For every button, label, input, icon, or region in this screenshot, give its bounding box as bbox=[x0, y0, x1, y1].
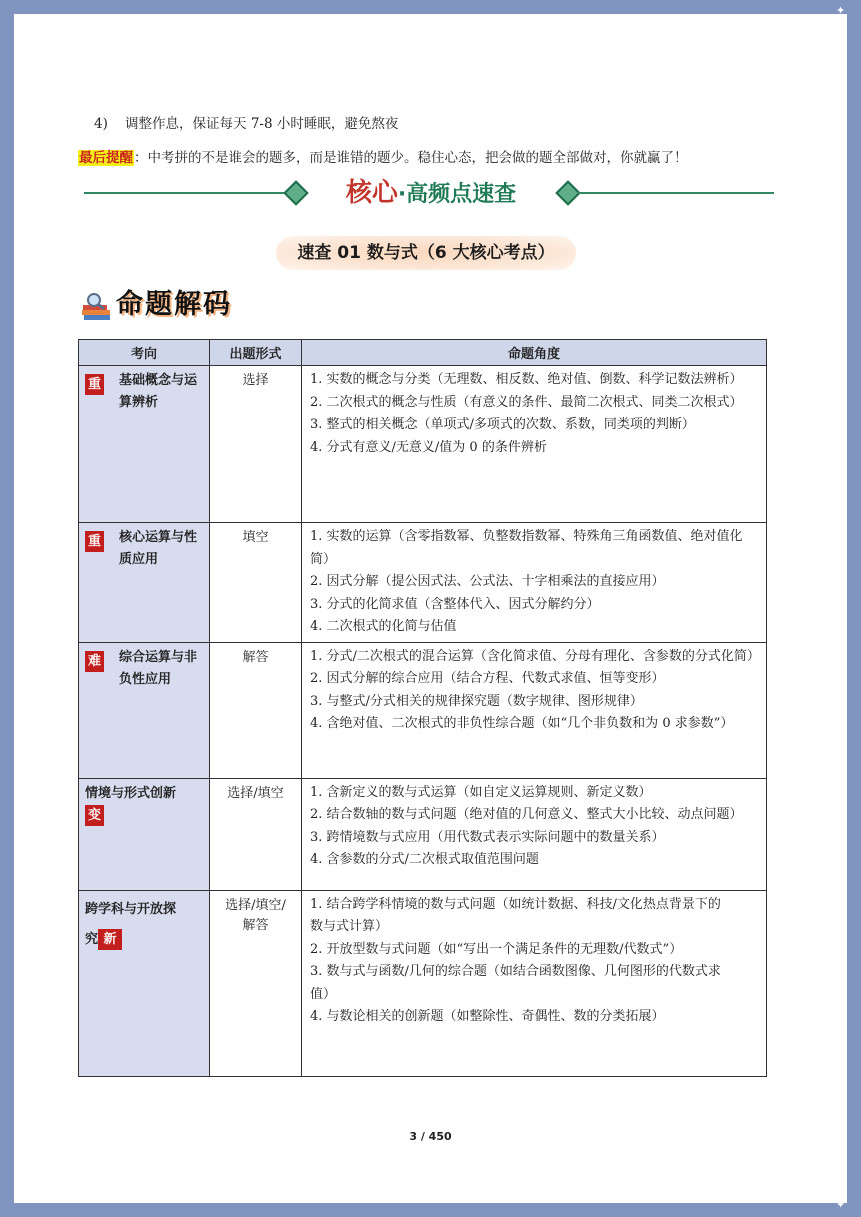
header-format: 出题形式 bbox=[210, 340, 302, 366]
corner-star-icon: ✦ bbox=[836, 4, 846, 17]
table-row bbox=[79, 523, 767, 643]
category-cell bbox=[79, 366, 210, 523]
reminder-label: 最后提醒 bbox=[79, 150, 133, 166]
topic-title: 速查 01 数与式（6 大核心考点） bbox=[276, 236, 576, 270]
table-header-row bbox=[79, 340, 767, 366]
tip-text: 调整作息，保证每天 7-8 小时睡眠，避免熬夜 bbox=[125, 116, 399, 132]
banner-title: 核心·高频点速查 bbox=[345, 178, 517, 208]
table-row bbox=[79, 366, 767, 523]
books-magnifier-icon bbox=[80, 292, 114, 322]
angle-item: 4. 含绝对值、二次根式的非负性综合题（如“几个非负数和为 0 求参数”） bbox=[310, 716, 734, 731]
angle-cell bbox=[302, 890, 767, 1076]
angle-item: 2. 因式分解的综合应用（结合方程、代数式求值、恒等变形） bbox=[310, 671, 665, 686]
angle-item: 2. 二次根式的概念与性质（有意义的条件、最简二次根式、同类二次根式） bbox=[310, 394, 743, 410]
format-cell: 选择/填空 bbox=[210, 778, 302, 890]
category-text: 情境与形式创新 bbox=[85, 785, 177, 801]
reminder-text: ：中考拼的不是谁会的题多，而是谁错的题少。稳住心态，把会做的题全部做对，你就赢了！ bbox=[134, 150, 688, 166]
category-cell bbox=[79, 523, 210, 643]
angle-item: 2. 因式分解（提公因式法、公式法、十字相乘法的直接应用） bbox=[310, 574, 665, 589]
badge-difficult: 难 bbox=[85, 651, 104, 672]
format-cell: 填空 bbox=[210, 523, 302, 643]
angle-cell bbox=[302, 778, 767, 890]
banner-rule-left bbox=[84, 192, 290, 194]
heading-text: 命题解码 bbox=[116, 289, 232, 320]
banner-rule-right bbox=[578, 192, 774, 194]
format-cell: 选择 bbox=[210, 366, 302, 523]
angle-item: 3. 整式的相关概念（单项式/多项式的次数、系数，同类项的判断） bbox=[310, 417, 695, 432]
tip-number: 4) bbox=[94, 116, 108, 132]
header-angle: 命题角度 bbox=[302, 340, 767, 366]
badge-important: 重 bbox=[85, 374, 104, 395]
corner-star-icon: ✦ bbox=[836, 1198, 846, 1211]
category-cell bbox=[79, 778, 210, 890]
angle-item: 1. 实数的运算（含零指数幂、负整数指数幂、特殊角三角函数值、绝对值化简） bbox=[310, 529, 743, 567]
angle-item: 4. 分式有意义/无意义/值为 0 的条件辨析 bbox=[310, 439, 547, 455]
table-row bbox=[79, 642, 767, 778]
header-direction: 考向 bbox=[79, 340, 210, 366]
angle-cell bbox=[302, 366, 767, 523]
format-cell: 解答 bbox=[210, 642, 302, 778]
angle-cell bbox=[302, 523, 767, 643]
diamond-icon bbox=[555, 180, 580, 205]
angle-item: 1. 含新定义的数与式运算（如自定义运算规则、新定义数） bbox=[310, 784, 652, 800]
angle-item: 4. 含参数的分式/二次根式取值范围问题 bbox=[310, 852, 539, 867]
category-text: 综合运算与非负性应用 bbox=[119, 649, 198, 687]
section-banner bbox=[84, 170, 774, 216]
angle-item: 1. 结合跨学科情境的数与式问题（如统计数据、科技/文化热点背景下的数与式计算） bbox=[310, 896, 721, 934]
exam-topic-table bbox=[78, 339, 767, 1077]
angle-item: 4. 二次根式的化简与估值 bbox=[310, 619, 457, 634]
category-text: 跨学科与开放探 究 新 bbox=[85, 895, 205, 955]
final-reminder bbox=[78, 146, 688, 166]
badge-new: 新 bbox=[98, 929, 122, 950]
angle-item: 1. 分式/二次根式的混合运算（含化简求值、分母有理化、含参数的分式化简） bbox=[310, 648, 760, 664]
angle-item: 2. 开放型数与式问题（如“写出一个满足条件的无理数/代数式”） bbox=[310, 941, 683, 957]
angle-item: 3. 分式的化简求值（含整体代入、因式分解约分） bbox=[310, 596, 600, 612]
table-row bbox=[79, 778, 767, 890]
study-tip bbox=[94, 112, 398, 132]
angle-item: 3. 与整式/分式相关的规律探究题（数字规律、图形规律） bbox=[310, 693, 643, 709]
angle-item: 2. 结合数轴的数与式问题（绝对值的几何意义、整式大小比较、动点问题） bbox=[310, 807, 743, 822]
diamond-icon bbox=[283, 180, 308, 205]
angle-item: 3. 跨情境数与式应用（用代数式表示实际问题中的数量关系） bbox=[310, 829, 665, 845]
badge-important: 重 bbox=[85, 531, 104, 552]
category-text: 核心运算与性质应用 bbox=[119, 530, 198, 567]
category-cell bbox=[79, 642, 210, 778]
angle-item: 3. 数与式与函数/几何的综合题（如结合函数图像、几何图形的代数式求值） bbox=[310, 964, 721, 1002]
page-number: 3 / 450 bbox=[409, 1130, 452, 1143]
angle-item: 1. 实数的概念与分类（无理数、相反数、绝对值、倒数、科学记数法辨析） bbox=[310, 372, 743, 387]
table-row bbox=[79, 890, 767, 1076]
angle-cell bbox=[302, 642, 767, 778]
category-cell bbox=[79, 890, 210, 1076]
category-text: 基础概念与运算辨析 bbox=[119, 373, 198, 410]
angle-item: 4. 与数论相关的创新题（如整除性、奇偶性、数的分类拓展） bbox=[310, 1009, 665, 1024]
badge-changed: 变 bbox=[85, 805, 104, 826]
format-cell: 选择/填空/ 解答 bbox=[210, 890, 302, 1076]
